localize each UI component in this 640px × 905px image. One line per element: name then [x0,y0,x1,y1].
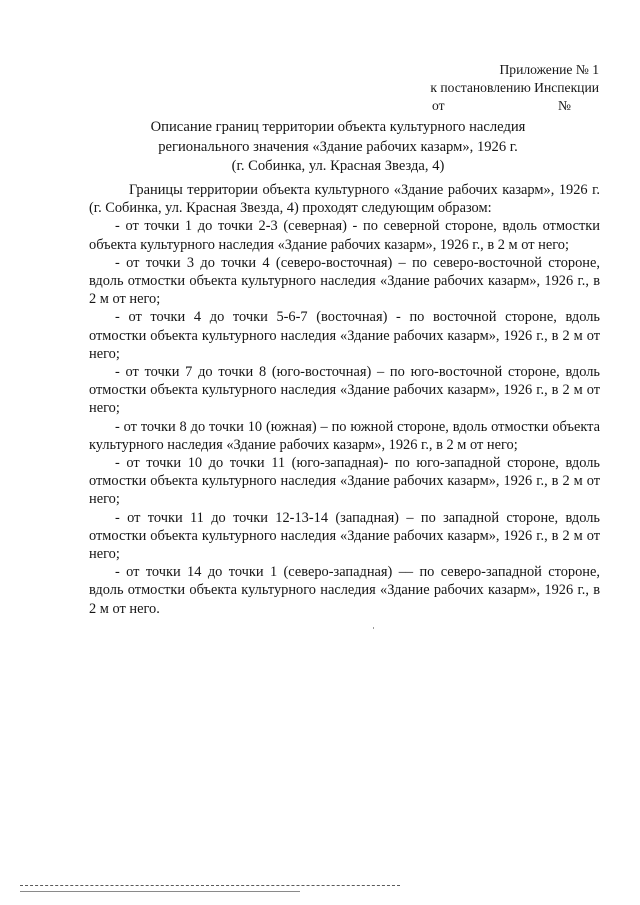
boundary-item-4: - от точки 7 до точки 8 (юго-восточная) – по юго-восточной стороне, вдоль отмостки объекта культурного наследия «Здание рабочих казарм», 1926 г., в 2 м от него; [89,364,600,417]
footer-rule [20,885,400,886]
title-line-1: Описание границ территории объекта культурного наследия [150,119,526,135]
boundary-item-3: - от точки 4 до точки 5-6-7 (восточная) - по восточной стороне, вдоль отмостки объекта культурного наследия «Здание рабочих казарм», 1926 г., в 2 м от него; [89,309,600,362]
boundary-item-1: - от точки 1 до точки 2-3 (северная) - по северной стороне, вдоль отмостки объекта культурного наследия «Здание рабочих казарм», 1926 г., в 2 м от него; [89,218,600,253]
appendix-number-label: № [558,98,571,113]
appendix-header [349,61,599,115]
scan-speck [373,627,374,629]
appendix-date-number-line [349,97,599,115]
appendix-resolution-ref: к постановлению Инспекции [430,80,599,95]
document-title [120,118,556,177]
boundary-item-6: - от точки 10 до точки 11 (юго-западная)- по юго-западной стороне, вдоль отмостки объекта культурного наследия «Здание рабочих казарм», 1926 г., в 2 м от него; [89,455,600,508]
document-body [89,181,600,618]
intro-paragraph: Границы территории объекта культурного «Здание рабочих казарм», 1926 г. (г. Собинка, ул. Красная Звезда, 4) проходят следующим образом: [89,182,600,217]
footer-rule-secondary [20,891,300,892]
boundary-item-5: - от точки 8 до точки 10 (южная) – по южной стороне, вдоль отмостки объекта культурного наследия «Здание рабочих казарм», 1926 г., в 2 м от него; [89,418,600,453]
title-line-3: (г. Собинка, ул. Красная Звезда, 4) [231,158,445,174]
appendix-date-label: от [432,98,445,113]
boundary-item-8: - от точки 14 до точки 1 (северо-западная) –– по северо-западной стороне, вдоль отмостки объекта культурного наследия «Здание рабочих казарм», 1926 г., в 2 м от него. [89,564,600,617]
title-line-2: регионального значения «Здание рабочих казарм», 1926 г. [158,138,518,155]
boundary-item-2: - от точки 3 до точки 4 (северо-восточная) – по северо-восточной стороне, вдоль отмостки объекта культурного наследия «Здание рабочих казарм», 1926 г., в 2 м от него; [89,254,600,308]
boundary-item-7: - от точки 11 до точки 12-13-14 (западная) – по западной стороне, вдоль отмостки объекта культурного наследия «Здание рабочих казарм», 1926 г., в 2 м от него; [89,509,600,563]
appendix-number: Приложение № 1 [499,62,599,77]
